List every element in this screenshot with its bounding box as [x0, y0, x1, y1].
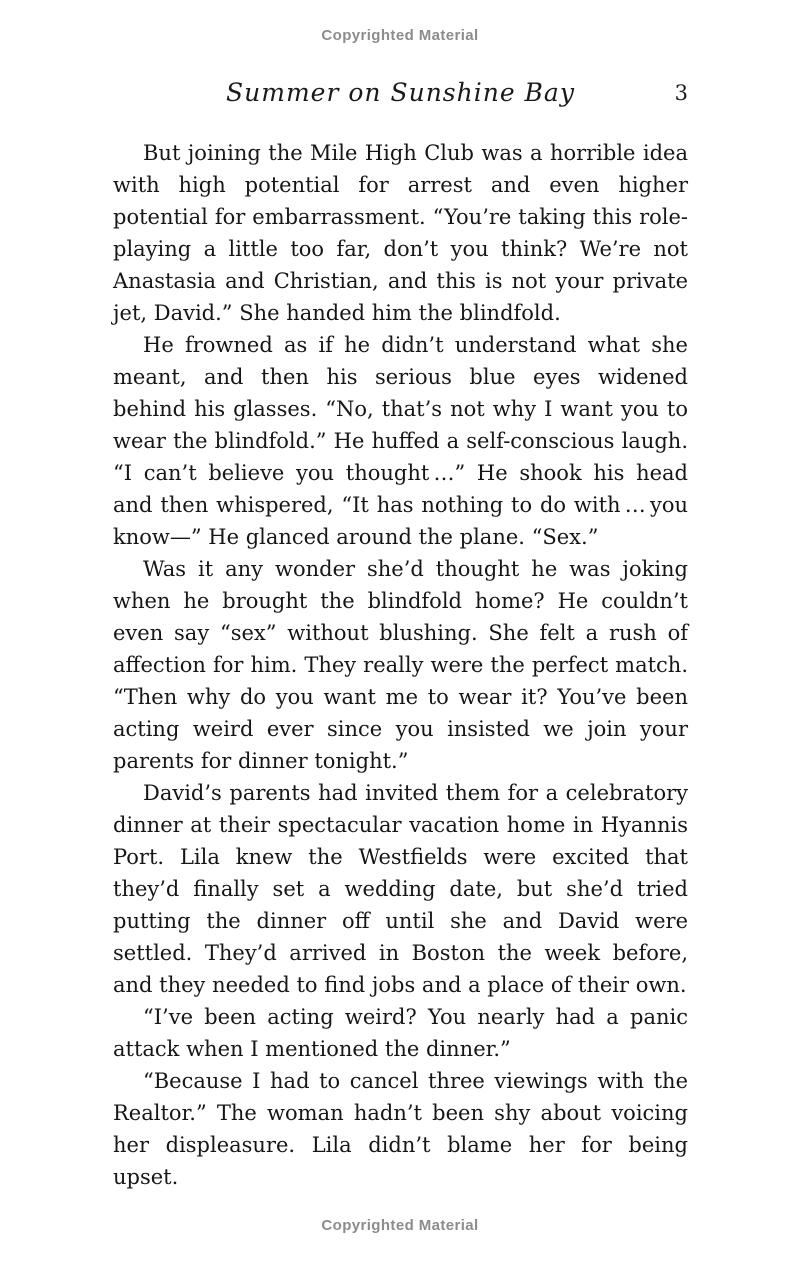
paragraph-5: “I’ve been acting weird? You nearly had a panic attack when I mentioned the dinner.” [113, 1005, 688, 1061]
running-header [113, 78, 688, 114]
paragraph-6: “Because I had to cancel three viewings with the Realtor.” The woman hadn’t been shy about voicing her displeasure. Lila didn’t blame her for being upset. [113, 1069, 688, 1189]
paragraph-3: Was it any wonder she’d thought he was joking when he brought the blindfold home? He couldn’t even say “sex” without blushing. She felt a rush of affection for him. They really were the perfect match. “Then why do you want me to wear it? You’ve been acting weird ever since you insisted we join your parents for dinner tonight.” [113, 557, 688, 773]
book-title: Summer on Sunshine Bay [226, 78, 575, 107]
paragraph-2: He frowned as if he didn’t understand what she meant, and then his serious blue eyes widened behind his glasses. “No, that’s not why I want you to wear the blindfold.” He huffed a self-conscious laugh. “I can’t believe you thought …” He shook his head and then whispered, “It has nothing to do with … you know—” He glanced around the plane. “Sex.” [113, 333, 688, 549]
page-number: 3 [674, 81, 688, 105]
copyright-notice-bottom: Copyrighted Material [321, 1217, 479, 1234]
body-text [113, 137, 688, 1193]
copyright-notice-top: Copyrighted Material [321, 27, 479, 44]
paragraph-4: David’s parents had invited them for a celebratory dinner at their spectacular vacation home in Hyannis Port. Lila knew the Westfields were excited that they’d finally set a wedding date, but she’d tried putting the dinner off until she and David were settled. They’d arrived in Boston the week before, and they needed to find jobs and a place of their own. [113, 781, 688, 997]
paragraph-1: But joining the Mile High Club was a horrible idea with high potential for arrest and even higher potential for embarrassment. “You’re taking this role-playing a little too far, don’t you think? We’re not Anastasia and Christian, and this is not your private jet, David.” She handed him the blindfold. [113, 141, 688, 325]
